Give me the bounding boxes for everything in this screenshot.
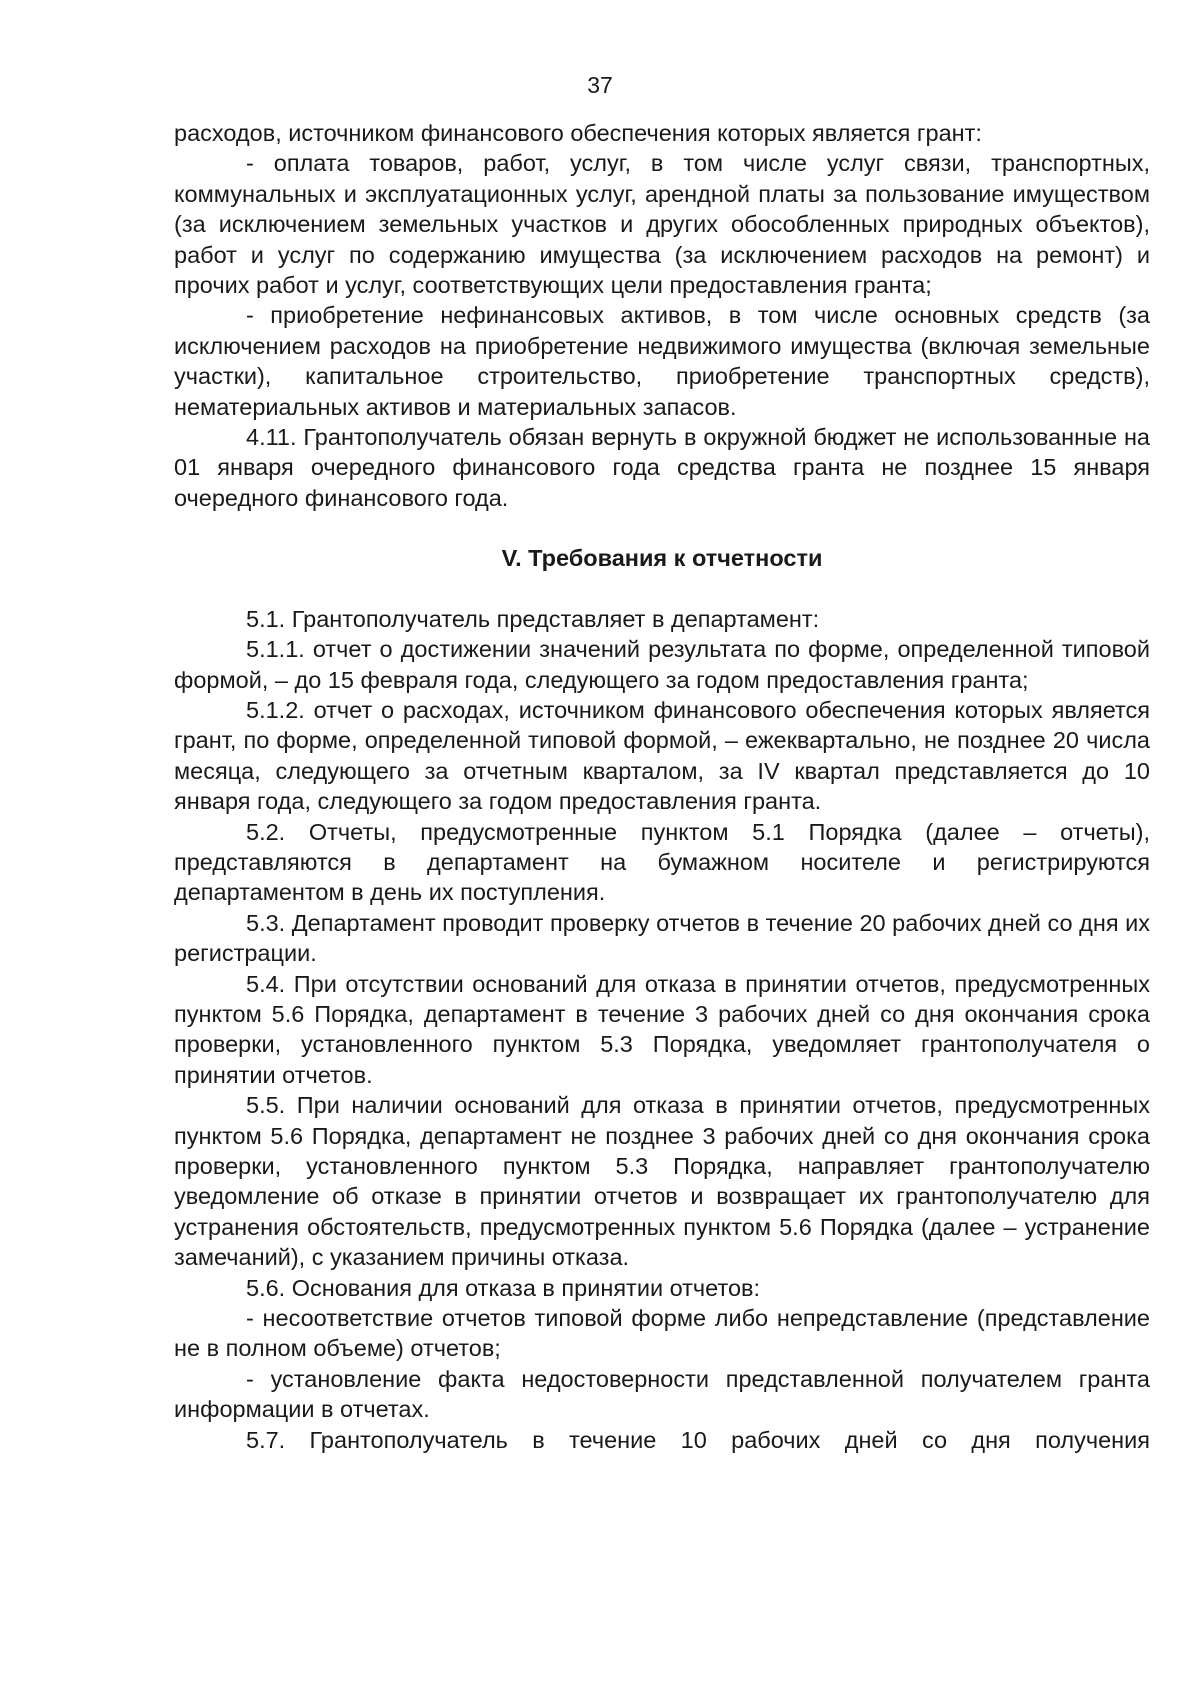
paragraph-5-7: 5.7. Грантополучатель в течение 10 рабочих дней со дня получения <box>246 1426 1150 1453</box>
paragraph-continuation: расходов, источником финансового обеспечения которых является грант: <box>174 120 982 146</box>
paragraph-5-1-2: 5.1.2. отчет о расходах, источником финансового обеспечения которых является грант, по форме, определенной типовой формой, – ежеквартально, не позднее 20 числа месяца, следующего за отчетным кварталом, за IV квартал представляется до 10 января года, следующего за годом предоставления гранта. <box>174 696 1150 815</box>
paragraph-5-1: 5.1. Грантополучатель представляет в департамент: <box>246 605 820 632</box>
paragraph-5-1-1: 5.1.1. отчет о достижении значений результата по форме, определенной типовой формой, – до 15 февраля года, следующего за годом предоставления гранта; <box>174 636 1150 693</box>
paragraph-4-11: 4.11. Грантополучатель обязан вернуть в окружной бюджет не использованные на 01 января очередного финансового года средства гранта не позднее 15 января очередного финансового года. <box>174 424 1150 511</box>
paragraph-5-6-item-1: - несоответствие отчетов типовой форме либо непредставление (представление не в полном объеме) отчетов; <box>174 1305 1150 1362</box>
page-content <box>174 118 1150 1455</box>
paragraph-5-6: 5.6. Основания для отказа в принятии отчетов: <box>246 1274 761 1301</box>
paragraph-expenses-services: - оплата товаров, работ, услуг, в том числе услуг связи, транспортных, коммунальных и эксплуатационных услуг, арендной платы за пользование имуществом (за исключением земельных участков и других обособленных природных объектов), работ и услуг по содержанию имущества (за исключением расходов на ремонт) и прочих работ и услуг, соответствующих цели предоставления гранта; <box>174 150 1150 299</box>
paragraph-5-2: 5.2. Отчеты, предусмотренные пунктом 5.1 Порядка (далее – отчеты), представляются в департамент на бумажном носителе и регистрируются департаментом в день их поступления. <box>174 818 1150 906</box>
paragraph-5-3: 5.3. Департамент проводит проверку отчетов в течение 20 рабочих дней со дня их регистрации. <box>174 909 1150 967</box>
paragraph-5-4: 5.4. При отсутствии оснований для отказа в принятии отчетов, предусмотренных пунктом 5.6 Порядка, департамент в течение 3 рабочих дней со дня окончания срока проверки, установленного пунктом 5.3 Порядка, уведомляет грантополучателя о принятии отчетов. <box>174 970 1150 1088</box>
paragraph-5-5: 5.5. При наличии оснований для отказа в принятии отчетов, предусмотренных пунктом 5.6 Порядка, департамент не позднее 3 рабочих дней со дня окончания срока проверки, установленного пунктом 5.3 Порядка, направляет грантополучателю уведомление об отказе в принятии отчетов и возвращает их грантополучателю для устранения обстоятельств, предусмотренных пунктом 5.6 Порядка (далее – устранение замечаний), с указанием причины отказа. <box>174 1092 1150 1271</box>
spacer <box>174 513 1150 543</box>
spacer <box>174 574 1150 604</box>
section-heading: V. Требования к отчетности <box>501 545 823 572</box>
page-number: 37 <box>587 72 613 98</box>
paragraph-5-6-item-2: - установление факта недостоверности представленной получателем гранта информации в отчетах. <box>174 1365 1150 1423</box>
paragraph-expenses-assets: - приобретение нефинансовых активов, в том числе основных средств (за исключением расходов на приобретение недвижимого имущества (включая земельные участки), капитальное строительство, приобретение транспортных средств), нематериальных активов и материальных запасов. <box>174 302 1150 420</box>
